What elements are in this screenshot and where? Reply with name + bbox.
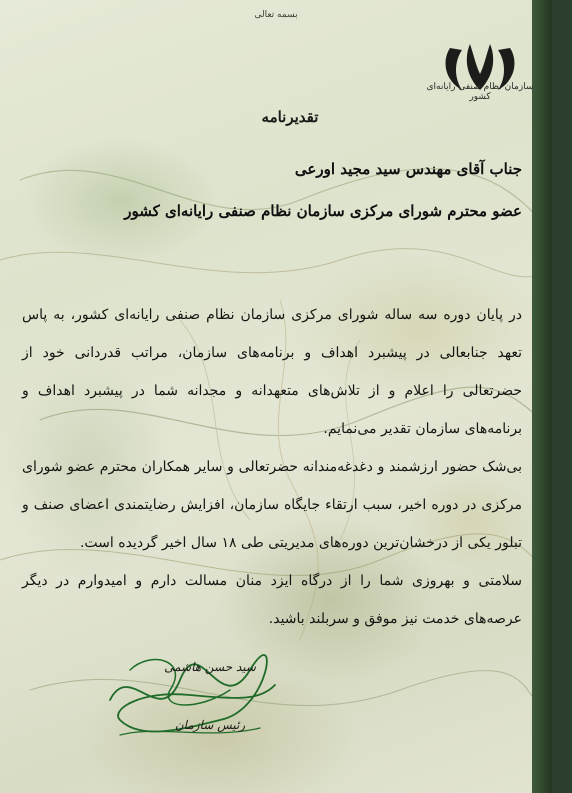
side-border-band	[532, 0, 552, 793]
signatory-name: سید حسن هاشمی	[164, 660, 256, 674]
addressee-block	[52, 148, 522, 232]
handwritten-signature	[100, 640, 280, 750]
document-title: تقدیرنامه	[261, 108, 319, 126]
body-paragraph-1: در پایان دوره سه ساله شورای مرکزی سازمان نظام صنفی رایانه‌ای کشور، به پاس تعهد جنابعالی در پیشبرد اهداف و برنامه‌های سازمان، مراتب قدردانی خود از حضرتعالی را اعلام و از تلاش‌های متعهدانه و مجدانه شما در پیشبرد اهداف و برنامه‌های سازمان تقدیر می‌نمایم.	[22, 307, 522, 437]
organization-name: سازمان نظام صنفی رایانه‌ای کشور	[426, 82, 534, 102]
body-paragraph-3: سلامتی و بهروزی شما را از درگاه ایزد منان مسالت دارم و امیدوارم در دیگر عرصه‌های خدمت نیز موفق و سربلند باشید.	[22, 573, 522, 627]
signatory-title: رئیس سازمان	[174, 718, 246, 732]
addressee-position: عضو محترم شورای مرکزی سازمان نظام صنفی رایانه‌ای کشور	[124, 202, 522, 220]
invocation-heading: بسمه تعالی	[254, 10, 298, 20]
letter-body	[22, 296, 522, 638]
addressee-name: جناب آقای مهندس سید مجید اورعی	[294, 160, 522, 178]
body-paragraph-2: بی‌شک حضور ارزشمند و دغدغه‌مندانه حضرتعالی و سایر همکاران محترم عضو شورای مرکزی در دوره اخیر، سبب ارتقاء جایگاه سازمان، افزایش رضایتمندی اعضای صنف و تبلور یکی از درخشان‌ترین دوره‌های مدیریتی طی ۱۸ سال اخیر گردیده است.	[22, 459, 522, 551]
